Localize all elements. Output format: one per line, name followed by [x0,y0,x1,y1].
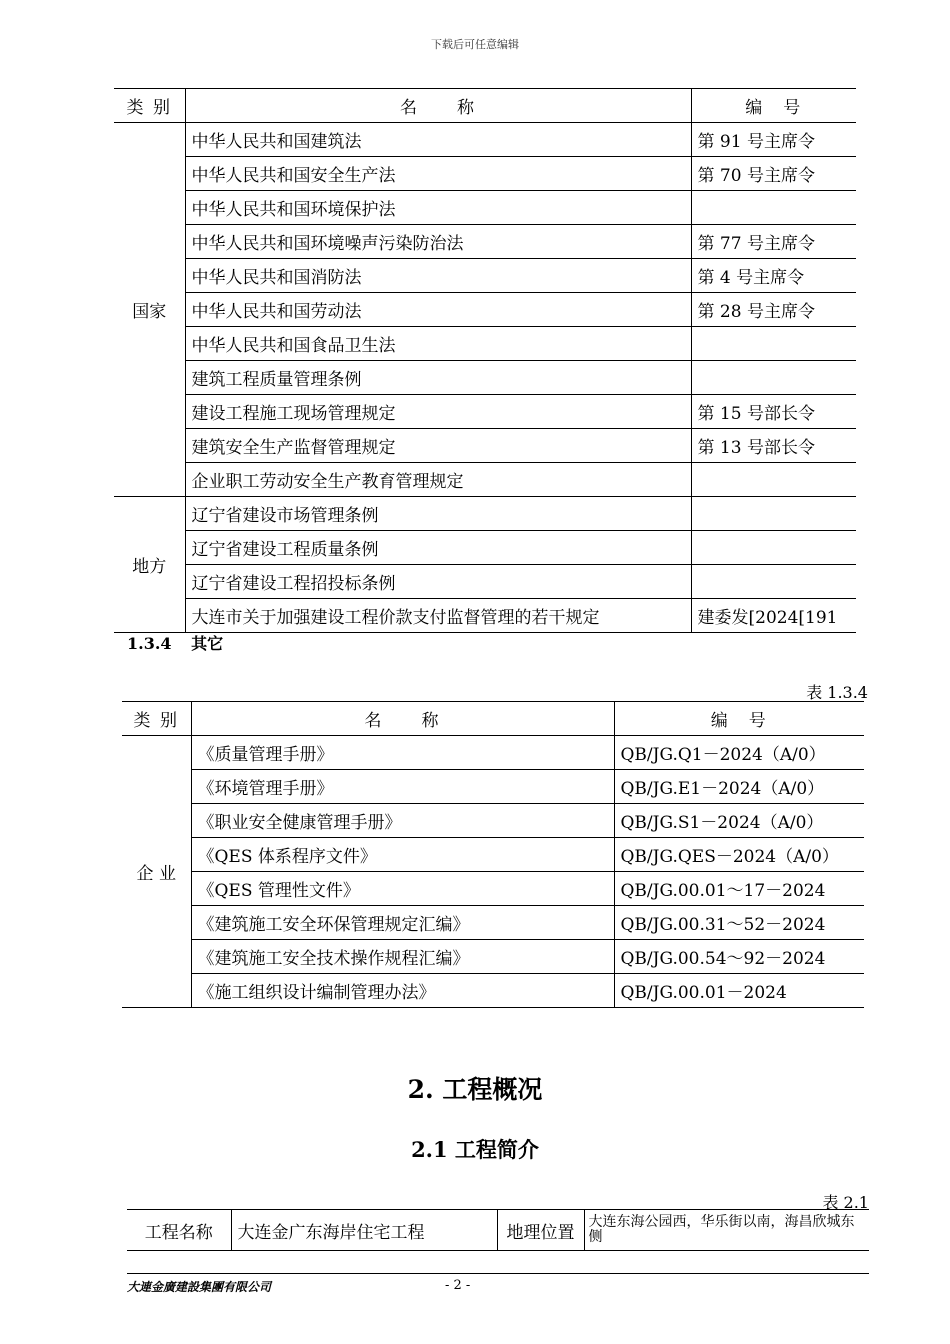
table-row [114,259,856,293]
law-name-cell: 中华人民共和国消防法 [185,259,691,293]
project-name-value: 大连金广东海岸住宅工程 [231,1210,497,1251]
page-header: 下载后可任意编辑 [431,38,519,51]
law-name-cell: 辽宁省建设工程质量条例 [185,531,691,565]
document-name-cell: 《QES 体系程序文件》 [191,838,614,872]
law-name-cell: 辽宁省建设工程招投标条例 [185,565,691,599]
table-caption-1-3-4: 表 1.3.4 [806,683,868,702]
table-row [122,872,864,906]
document-code-cell: QB/JG.00.01－2024 [614,974,864,1008]
law-name-cell: 中华人民共和国环境噪声污染防治法 [185,225,691,259]
document-name-cell: 《环境管理手册》 [191,770,614,804]
table-row [122,804,864,838]
table-row [114,293,856,327]
document-code-cell: QB/JG.Q1－2024（A/0） [614,736,864,770]
law-number-cell: 第 77 号主席令 [691,225,856,259]
law-name-cell: 中华人民共和国安全生产法 [185,157,691,191]
column-header: 名 称 [191,702,614,736]
law-number-cell [691,327,856,361]
law-name-cell: 建设工程施工现场管理规定 [185,395,691,429]
table-row [122,906,864,940]
law-name-cell: 中华人民共和国食品卫生法 [185,327,691,361]
law-name-cell: 辽宁省建设市场管理条例 [185,497,691,531]
law-number-cell [691,191,856,225]
law-number-cell [691,361,856,395]
table-row [114,395,856,429]
table-row [114,123,856,157]
law-number-cell: 第 4 号主席令 [691,259,856,293]
law-number-cell: 第 91 号主席令 [691,123,856,157]
document-name-cell: 《职业安全健康管理手册》 [191,804,614,838]
column-header: 名 称 [185,89,691,123]
section-2-1-title: 2.1 工程简介 [411,1137,539,1162]
law-name-cell: 大连市关于加强建设工程价款支付监督管理的若干规定 [185,599,691,633]
table-row [114,327,856,361]
law-number-cell [691,463,856,497]
document-name-cell: 《QES 管理性文件》 [191,872,614,906]
law-number-cell: 第 70 号主席令 [691,157,856,191]
category-cell: 国家 [114,123,185,497]
chapter-2-title: 2. 工程概况 [407,1075,543,1104]
category-cell: 地方 [114,497,185,633]
law-name-cell: 中华人民共和国建筑法 [185,123,691,157]
document-code-cell: QB/JG.00.31～52－2024 [614,906,864,940]
table-row [114,191,856,225]
table-header-row [122,702,864,736]
document-name-cell: 《建筑施工安全技术操作规程汇编》 [191,940,614,974]
document-name-cell: 《建筑施工安全环保管理规定汇编》 [191,906,614,940]
table-row [114,157,856,191]
column-header: 编 号 [691,89,856,123]
table-header-row [114,89,856,123]
law-number-cell [691,497,856,531]
table-row [114,463,856,497]
table-row [114,429,856,463]
table-row [122,736,864,770]
footer-divider [127,1273,869,1274]
law-name-cell: 建筑安全生产监督管理规定 [185,429,691,463]
law-name-cell: 建筑工程质量管理条例 [185,361,691,395]
national-local-laws-table [114,88,856,633]
document-code-cell: QB/JG.QES－2024（A/0） [614,838,864,872]
document-code-cell: QB/JG.E1－2024（A/0） [614,770,864,804]
table-row [114,225,856,259]
law-number-cell: 第 13 号部长令 [691,429,856,463]
table-row [122,838,864,872]
table-caption-2-1: 表 2.1 [822,1193,869,1212]
law-number-cell: 建委发[2024[191 [691,599,856,633]
law-number-cell [691,531,856,565]
section-1-3-4-heading [127,631,223,654]
table-row [127,1210,869,1251]
project-info-table [127,1209,869,1251]
table-row [114,531,856,565]
project-name-label: 工程名称 [127,1210,231,1251]
table-row [114,497,856,531]
law-number-cell: 第 15 号部长令 [691,395,856,429]
enterprise-docs-table [122,701,864,1008]
table-row [114,361,856,395]
table-row [122,974,864,1008]
footer-page-number: - 2 - [445,1278,471,1293]
column-header: 类 别 [122,702,191,736]
document-name-cell: 《施工组织设计编制管理办法》 [191,974,614,1008]
table-row [122,940,864,974]
law-number-cell [691,565,856,599]
section-title: 其它 [191,634,224,653]
document-code-cell: QB/JG.S1－2024（A/0） [614,804,864,838]
table-row [122,770,864,804]
category-cell: 企 业 [122,736,191,1008]
law-name-cell: 中华人民共和国劳动法 [185,293,691,327]
location-value: 大连东海公园西，华乐街以南，海昌欣城东侧 [584,1210,869,1251]
document-code-cell: QB/JG.00.54～92－2024 [614,940,864,974]
footer-company: 大連金廣建設集團有限公司 [127,1280,272,1294]
document-code-cell: QB/JG.00.01～17－2024 [614,872,864,906]
location-label: 地理位置 [497,1210,584,1251]
section-number: 1.3.4 [127,634,172,653]
law-name-cell: 企业职工劳动安全生产教育管理规定 [185,463,691,497]
table-row [114,565,856,599]
column-header: 类 别 [114,89,185,123]
table-row [114,599,856,633]
document-name-cell: 《质量管理手册》 [191,736,614,770]
law-name-cell: 中华人民共和国环境保护法 [185,191,691,225]
law-number-cell: 第 28 号主席令 [691,293,856,327]
column-header: 编 号 [614,702,864,736]
